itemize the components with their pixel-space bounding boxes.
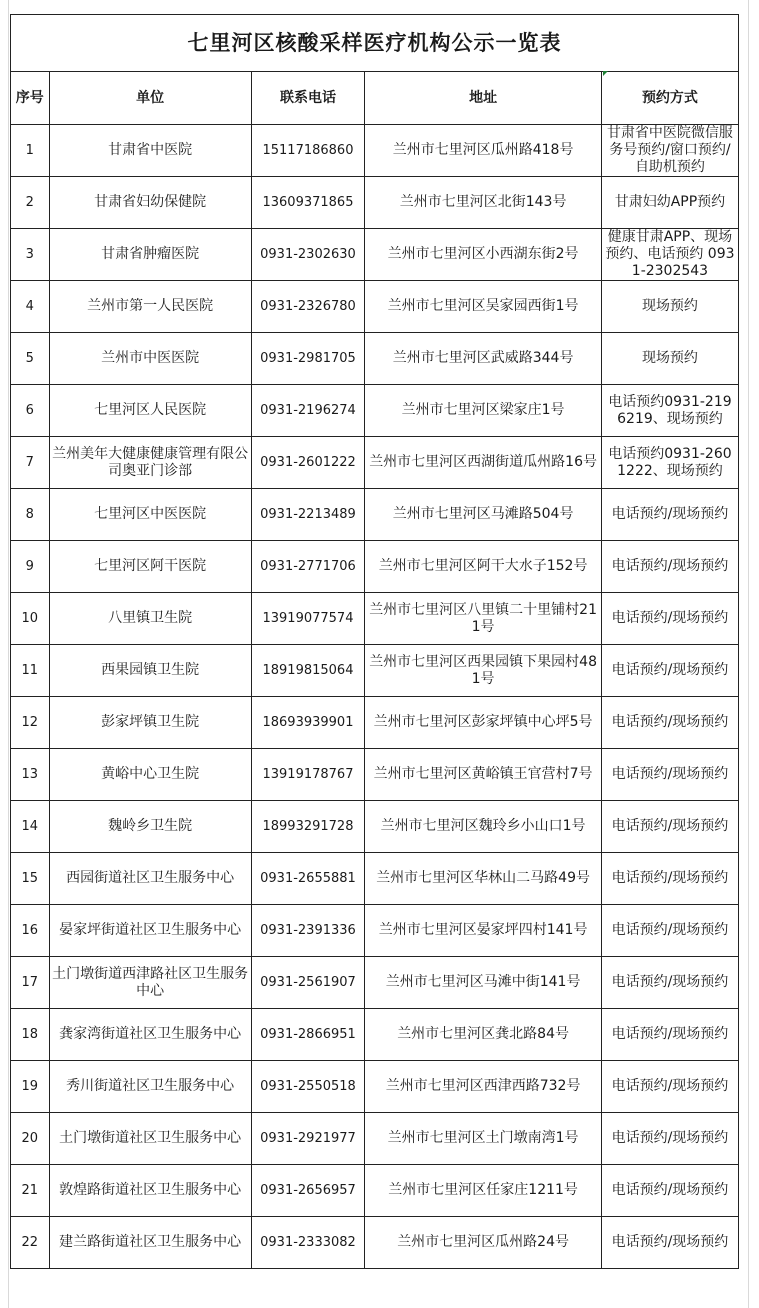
cell-addr[interactable]: 兰州市七里河区马滩路504号	[365, 489, 602, 541]
cell-unit[interactable]: 土门墩街道社区卫生服务中心	[49, 1113, 251, 1165]
cell-way[interactable]: 甘肃省中医院微信服务号预约/窗口预约/自助机预约	[601, 125, 738, 177]
cell-no[interactable]: 15	[11, 853, 50, 905]
table-row	[11, 801, 739, 853]
cell-tel[interactable]: 18993291728	[251, 801, 365, 853]
header-tel: 联系电话	[251, 72, 365, 125]
table-row	[11, 177, 739, 229]
cell-no[interactable]: 12	[11, 697, 50, 749]
cell-addr[interactable]: 兰州市七里河区阿干大水子152号	[365, 541, 602, 593]
cell-no[interactable]: 10	[11, 593, 50, 645]
cell-unit[interactable]: 龚家湾街道社区卫生服务中心	[49, 1009, 251, 1061]
cell-no[interactable]: 11	[11, 645, 50, 697]
cell-way[interactable]: 电话预约/现场预约	[601, 1009, 738, 1061]
cell-no[interactable]: 16	[11, 905, 50, 957]
cell-tel[interactable]: 0931-2981705	[251, 333, 365, 385]
cell-unit[interactable]: 西果园镇卫生院	[49, 645, 251, 697]
table-row	[11, 281, 739, 333]
cell-tel[interactable]: 0931-2196274	[251, 385, 365, 437]
cell-tel[interactable]: 0931-2866951	[251, 1009, 365, 1061]
cell-tel[interactable]: 0931-2213489	[251, 489, 365, 541]
cell-unit[interactable]: 甘肃省中医院	[49, 125, 251, 177]
cell-unit[interactable]: 秀川街道社区卫生服务中心	[49, 1061, 251, 1113]
cell-unit[interactable]: 七里河区中医医院	[49, 489, 251, 541]
cell-tel[interactable]: 0931-2771706	[251, 541, 365, 593]
cell-way[interactable]: 电话预约/现场预约	[601, 1113, 738, 1165]
header-way: 预约方式	[601, 72, 738, 125]
cell-addr[interactable]: 兰州市七里河区西津西路732号	[365, 1061, 602, 1113]
table-row	[11, 645, 739, 697]
cell-no[interactable]: 2	[11, 177, 50, 229]
cell-no[interactable]: 9	[11, 541, 50, 593]
cell-addr[interactable]: 兰州市七里河区土门墩南湾1号	[365, 1113, 602, 1165]
cell-tel[interactable]: 0931-2333082	[251, 1217, 365, 1269]
cell-way[interactable]: 电话预约/现场预约	[601, 489, 738, 541]
cell-way[interactable]: 电话预约/现场预约	[601, 905, 738, 957]
cell-addr[interactable]: 兰州市七里河区黄峪镇王官营村7号	[365, 749, 602, 801]
table-row	[11, 125, 739, 177]
cell-way[interactable]: 电话预约/现场预约	[601, 853, 738, 905]
cell-comment-marker	[603, 71, 608, 76]
cell-tel[interactable]: 0931-2302630	[251, 229, 365, 281]
cell-addr[interactable]: 兰州市七里河区魏玲乡小山口1号	[365, 801, 602, 853]
cell-unit[interactable]: 八里镇卫生院	[49, 593, 251, 645]
cell-no[interactable]: 1	[11, 125, 50, 177]
table-row	[11, 957, 739, 1009]
cell-addr[interactable]: 兰州市七里河区西湖街道瓜州路16号	[365, 437, 602, 489]
cell-addr[interactable]: 兰州市七里河区北街143号	[365, 177, 602, 229]
header-no: 序号	[11, 72, 50, 125]
cell-no[interactable]: 6	[11, 385, 50, 437]
cell-tel[interactable]: 18693939901	[251, 697, 365, 749]
cell-no[interactable]: 21	[11, 1165, 50, 1217]
table-row	[11, 1165, 739, 1217]
header-unit: 单位	[49, 72, 251, 125]
cell-unit[interactable]: 兰州美年大健康健康管理有限公司奥亚门诊部	[49, 437, 251, 489]
cell-tel[interactable]: 13919178767	[251, 749, 365, 801]
cell-no[interactable]: 8	[11, 489, 50, 541]
cell-unit[interactable]: 兰州市中医医院	[49, 333, 251, 385]
cell-addr[interactable]: 兰州市七里河区瓜州路24号	[365, 1217, 602, 1269]
institution-table	[10, 14, 739, 1269]
cell-way[interactable]: 电话预约/现场预约	[601, 645, 738, 697]
cell-no[interactable]: 22	[11, 1217, 50, 1269]
cell-way[interactable]: 电话预约/现场预约	[601, 957, 738, 1009]
sheet-gridline-left	[8, 0, 9, 1308]
cell-way[interactable]: 电话预约/现场预约	[601, 697, 738, 749]
cell-unit[interactable]: 建兰路街道社区卫生服务中心	[49, 1217, 251, 1269]
cell-unit[interactable]: 兰州市第一人民医院	[49, 281, 251, 333]
table-row	[11, 229, 739, 281]
cell-way[interactable]: 健康甘肃APP、现场预约、电话预约 0931-2302543	[601, 229, 738, 281]
cell-addr[interactable]: 兰州市七里河区梁家庄1号	[365, 385, 602, 437]
cell-way[interactable]: 电话预约/现场预约	[601, 801, 738, 853]
table-row	[11, 749, 739, 801]
cell-unit[interactable]: 彭家坪镇卫生院	[49, 697, 251, 749]
table-row	[11, 1009, 739, 1061]
cell-addr[interactable]: 兰州市七里河区西果园镇下果园村481号	[365, 645, 602, 697]
table-row	[11, 697, 739, 749]
table-row	[11, 541, 739, 593]
cell-addr[interactable]: 兰州市七里河区任家庄1211号	[365, 1165, 602, 1217]
cell-no[interactable]: 20	[11, 1113, 50, 1165]
cell-unit[interactable]: 黄峪中心卫生院	[49, 749, 251, 801]
cell-way[interactable]: 电话预约/现场预约	[601, 749, 738, 801]
cell-unit[interactable]: 甘肃省肿瘤医院	[49, 229, 251, 281]
table-row	[11, 385, 739, 437]
cell-addr[interactable]: 兰州市七里河区龚北路84号	[365, 1009, 602, 1061]
header-addr: 地址	[365, 72, 602, 125]
table-row	[11, 853, 739, 905]
cell-way[interactable]: 电话预约0931-2601222、现场预约	[601, 437, 738, 489]
table-row	[11, 1217, 739, 1269]
cell-way[interactable]: 电话预约/现场预约	[601, 593, 738, 645]
cell-way[interactable]: 电话预约/现场预约	[601, 1061, 738, 1113]
sheet-gridline-right	[748, 0, 749, 1308]
cell-tel[interactable]: 0931-2921977	[251, 1113, 365, 1165]
cell-no[interactable]: 19	[11, 1061, 50, 1113]
table-row	[11, 489, 739, 541]
cell-addr[interactable]: 兰州市七里河区华林山二马路49号	[365, 853, 602, 905]
cell-unit[interactable]: 敦煌路街道社区卫生服务中心	[49, 1165, 251, 1217]
cell-no[interactable]: 13	[11, 749, 50, 801]
cell-no[interactable]: 17	[11, 957, 50, 1009]
cell-way[interactable]: 现场预约	[601, 281, 738, 333]
table-row	[11, 333, 739, 385]
cell-way[interactable]: 电话预约/现场预约	[601, 541, 738, 593]
cell-addr[interactable]: 兰州市七里河区马滩中街141号	[365, 957, 602, 1009]
cell-tel[interactable]: 0931-2391336	[251, 905, 365, 957]
cell-addr[interactable]: 兰州市七里河区吴家园西街1号	[365, 281, 602, 333]
cell-addr[interactable]: 兰州市七里河区八里镇二十里铺村211号	[365, 593, 602, 645]
cell-tel[interactable]: 18919815064	[251, 645, 365, 697]
cell-way[interactable]: 甘肃妇幼APP预约	[601, 177, 738, 229]
table-row	[11, 593, 739, 645]
table-row	[11, 1061, 739, 1113]
cell-tel[interactable]: 0931-2550518	[251, 1061, 365, 1113]
table-title: 七里河区核酸采样医疗机构公示一览表	[11, 15, 739, 72]
cell-way[interactable]: 电话预约/现场预约	[601, 1165, 738, 1217]
cell-way[interactable]: 现场预约	[601, 333, 738, 385]
cell-unit[interactable]: 七里河区阿干医院	[49, 541, 251, 593]
cell-tel[interactable]: 15117186860	[251, 125, 365, 177]
cell-unit[interactable]: 魏岭乡卫生院	[49, 801, 251, 853]
cell-way[interactable]: 电话预约/现场预约	[601, 1217, 738, 1269]
cell-unit[interactable]: 西园街道社区卫生服务中心	[49, 853, 251, 905]
cell-addr[interactable]: 兰州市七里河区瓜州路418号	[365, 125, 602, 177]
cell-way[interactable]: 电话预约0931-2196219、现场预约	[601, 385, 738, 437]
cell-no[interactable]: 5	[11, 333, 50, 385]
table-row	[11, 905, 739, 957]
cell-tel[interactable]: 0931-2656957	[251, 1165, 365, 1217]
cell-tel[interactable]: 0931-2655881	[251, 853, 365, 905]
cell-unit[interactable]: 七里河区人民医院	[49, 385, 251, 437]
cell-tel[interactable]: 0931-2561907	[251, 957, 365, 1009]
cell-tel[interactable]: 0931-2326780	[251, 281, 365, 333]
cell-addr[interactable]: 兰州市七里河区小西湖东街2号	[365, 229, 602, 281]
cell-no[interactable]: 18	[11, 1009, 50, 1061]
cell-tel[interactable]: 0931-2601222	[251, 437, 365, 489]
cell-no[interactable]: 3	[11, 229, 50, 281]
cell-addr[interactable]: 兰州市七里河区彭家坪镇中心坪5号	[365, 697, 602, 749]
cell-tel[interactable]: 13609371865	[251, 177, 365, 229]
cell-unit[interactable]: 土门墩街道西津路社区卫生服务中心	[49, 957, 251, 1009]
table-row	[11, 1113, 739, 1165]
cell-addr[interactable]: 兰州市七里河区晏家坪四村141号	[365, 905, 602, 957]
cell-no[interactable]: 4	[11, 281, 50, 333]
cell-unit[interactable]: 甘肃省妇幼保健院	[49, 177, 251, 229]
cell-addr[interactable]: 兰州市七里河区武威路344号	[365, 333, 602, 385]
cell-no[interactable]: 7	[11, 437, 50, 489]
cell-no[interactable]: 14	[11, 801, 50, 853]
cell-unit[interactable]: 晏家坪街道社区卫生服务中心	[49, 905, 251, 957]
table-row	[11, 437, 739, 489]
cell-tel[interactable]: 13919077574	[251, 593, 365, 645]
header-row	[11, 72, 739, 125]
